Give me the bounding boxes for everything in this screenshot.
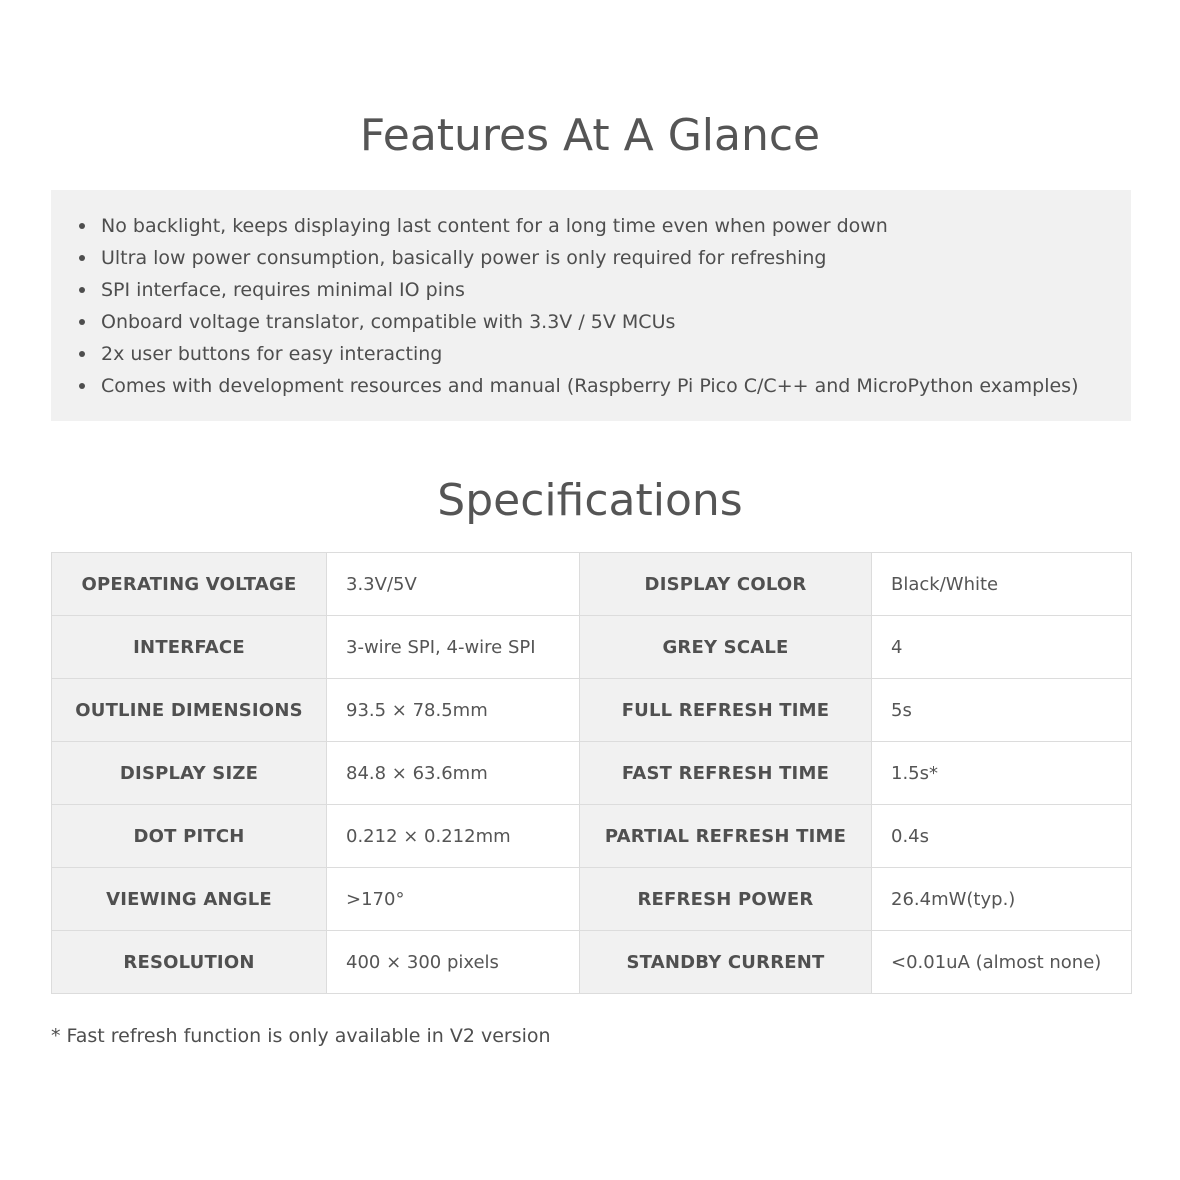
feature-item <box>79 210 1079 242</box>
spec-key: RESOLUTION <box>52 931 327 994</box>
spec-key: OPERATING VOLTAGE <box>52 553 327 616</box>
feature-text: SPI interface, requires minimal IO pins <box>101 279 465 301</box>
bullet-icon <box>79 319 85 325</box>
footnote: * Fast refresh function is only available in V2 version <box>51 1025 551 1047</box>
feature-item <box>79 242 1079 274</box>
spec-value: 3.3V/5V <box>327 553 580 616</box>
spec-value: 0.4s <box>872 805 1132 868</box>
table-row <box>52 742 1132 805</box>
features-title: Features At A Glance <box>359 110 821 161</box>
spec-value: 400 × 300 pixels <box>327 931 580 994</box>
bullet-icon <box>79 383 85 389</box>
spec-value: <0.01uA (almost none) <box>872 931 1132 994</box>
spec-key: INTERFACE <box>52 616 327 679</box>
spec-value: 0.212 × 0.212mm <box>327 805 580 868</box>
table-row <box>52 931 1132 994</box>
feature-text: 2x user buttons for easy interacting <box>101 343 443 365</box>
spec-value: 84.8 × 63.6mm <box>327 742 580 805</box>
feature-item <box>79 306 1079 338</box>
spec-value: 26.4mW(typ.) <box>872 868 1132 931</box>
bullet-icon <box>79 223 85 229</box>
spec-key: FULL REFRESH TIME <box>580 679 872 742</box>
features-list <box>79 210 1079 402</box>
bullet-icon <box>79 255 85 261</box>
spec-key: DOT PITCH <box>52 805 327 868</box>
feature-text: Comes with development resources and manual (Raspberry Pi Pico C/C++ and MicroPython examples) <box>101 375 1079 397</box>
table-row <box>52 679 1132 742</box>
spec-key: OUTLINE DIMENSIONS <box>52 679 327 742</box>
spec-key: VIEWING ANGLE <box>52 868 327 931</box>
spec-key: GREY SCALE <box>580 616 872 679</box>
feature-item <box>79 370 1079 402</box>
spec-value: 3-wire SPI, 4-wire SPI <box>327 616 580 679</box>
table-row <box>52 616 1132 679</box>
specifications-table <box>51 552 1132 994</box>
spec-value: 93.5 × 78.5mm <box>327 679 580 742</box>
spec-value: >170° <box>327 868 580 931</box>
specifications-title: Specifications <box>437 475 743 526</box>
bullet-icon <box>79 287 85 293</box>
spec-key: FAST REFRESH TIME <box>580 742 872 805</box>
feature-item <box>79 338 1079 370</box>
feature-item <box>79 274 1079 306</box>
feature-text: Onboard voltage translator, compatible with 3.3V / 5V MCUs <box>101 311 676 333</box>
spec-key: DISPLAY COLOR <box>580 553 872 616</box>
features-panel <box>51 190 1131 421</box>
table-row <box>52 868 1132 931</box>
spec-key: DISPLAY SIZE <box>52 742 327 805</box>
spec-value: 5s <box>872 679 1132 742</box>
table-row <box>52 553 1132 616</box>
spec-value: 1.5s* <box>872 742 1132 805</box>
spec-value: 4 <box>872 616 1132 679</box>
spec-key: REFRESH POWER <box>580 868 872 931</box>
spec-value: Black/White <box>872 553 1132 616</box>
spec-key: STANDBY CURRENT <box>580 931 872 994</box>
bullet-icon <box>79 351 85 357</box>
spec-key: PARTIAL REFRESH TIME <box>580 805 872 868</box>
feature-text: No backlight, keeps displaying last content for a long time even when power down <box>101 215 888 237</box>
table-row <box>52 805 1132 868</box>
feature-text: Ultra low power consumption, basically power is only required for refreshing <box>101 247 827 269</box>
